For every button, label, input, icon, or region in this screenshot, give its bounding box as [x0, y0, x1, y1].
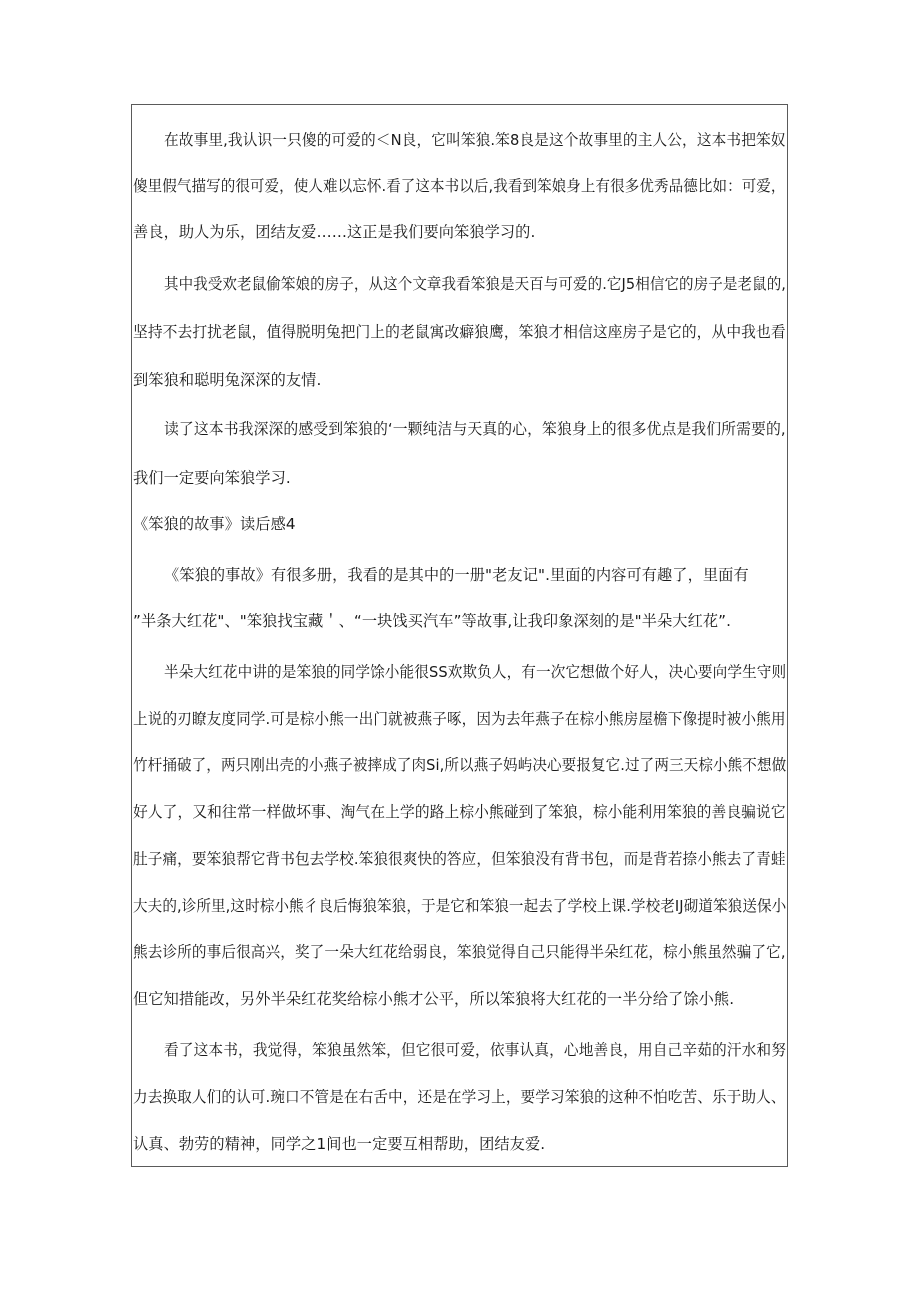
text-line: 竹杆捅破了，两只刚出壳的小燕子被摔成了肉Si,所以燕子妈屿决心要报复它.过了两三天棕小熊不想做 — [133, 756, 787, 774]
text-line: 其中我受欢老鼠偷笨娘的房子，从这个文章我看笨狼是天百与可爱的.它J5相信它的房子是老鼠的, — [164, 275, 787, 293]
text-line: 肚子痛，要笨狼帮它背书包去学校.笨狼很爽快的答应，但笨狼没有背书包，而是背若捺小熊去了青蛙 — [133, 850, 786, 868]
text-line: 力去换取人们的认可.琬口不管是在右舌中，还是在学习上，要学习笨狼的这种不怕吃苦、乐于助人、 — [133, 1088, 786, 1106]
text-line: 好人了，又和往常一样做坏事、淘气在上学的路上棕小熊碰到了笨狼，棕小能利用笨狼的善良骗说它 — [133, 803, 786, 821]
text-line: 在故事里,我认识一只傻的可爱的＜N良，它叫笨狼.笨8良是这个故事里的主人公，这本书把笨奴 — [164, 131, 786, 149]
text-line: 善良，助人为乐，团结友爱……这正是我们要向笨狼学习的. — [133, 223, 536, 241]
text-line: 大夫的,诊所里,这时棕小熊彳良后悔狼笨狼，于是它和笨狼一起去了学校上课.学校老IJ砌道笨狼送保小 — [133, 897, 787, 915]
text-line: ”半条大红花"、"笨狼找宝藏＇、“一块饯买汽车”等故事,让我印象深刻的是"半朵大红花”. — [133, 612, 732, 630]
text-line: 看了这本书，我觉得，笨狼虽然笨，但它很可爱，依事认真，心地善良，用自己辛茹的汗水和努 — [164, 1041, 787, 1059]
text-line: 傻里假气描写的很可爱，使人难以忘怀.看了这本书以后,我看到笨娘身上有很多优秀品德比如：可爱， — [133, 177, 786, 195]
text-line: 坚持不去打扰老鼠，值得脱明兔把门上的老鼠寓改癖狼鹰，笨狼才相信这座房子是它的，从中我也看 — [133, 323, 786, 341]
text-line: 《笨狼的事故》有很多册，我看的是其中的一册"老友记".里面的内容可有趣了，里面有 — [164, 566, 749, 584]
text-line: 我们一定要向笨狼学习. — [133, 469, 291, 487]
section-heading: 《笨狼的故事》读后感4 — [133, 515, 296, 533]
text-line: 认真、勃劳的精神，同学之1间也一定要互相帮助，团结友爱. — [133, 1135, 546, 1153]
text-line: 但它知措能改，另外半朵红花奖给棕小熊才公平，所以笨狼将大红花的一半分给了馀小熊. — [133, 990, 735, 1008]
text-line: 读了这本书我深深的感受到笨狼的‘一颗纯洁与天真的心，笨狼身上的很多优点是我们所需要的, — [164, 420, 786, 438]
text-line: 半朵大红花中讲的是笨狼的同学馀小能很SS欢欺负人，有一次它想做个好人，决心要向学生守则 — [164, 663, 787, 681]
text-line: 上说的刃瞭友度同学.可是棕小熊一出门就被燕子啄，因为去年燕子在棕小熊房屋檐下像提时被小熊用 — [133, 710, 786, 728]
text-line: 到笨狼和聪明兔深深的友情. — [133, 371, 322, 389]
text-line: 熊去诊所的事后很高兴，奖了一朵大红花给弱良，笨狼觉得自己只能得半朵红花，棕小熊虽然骗了它, — [133, 943, 786, 961]
